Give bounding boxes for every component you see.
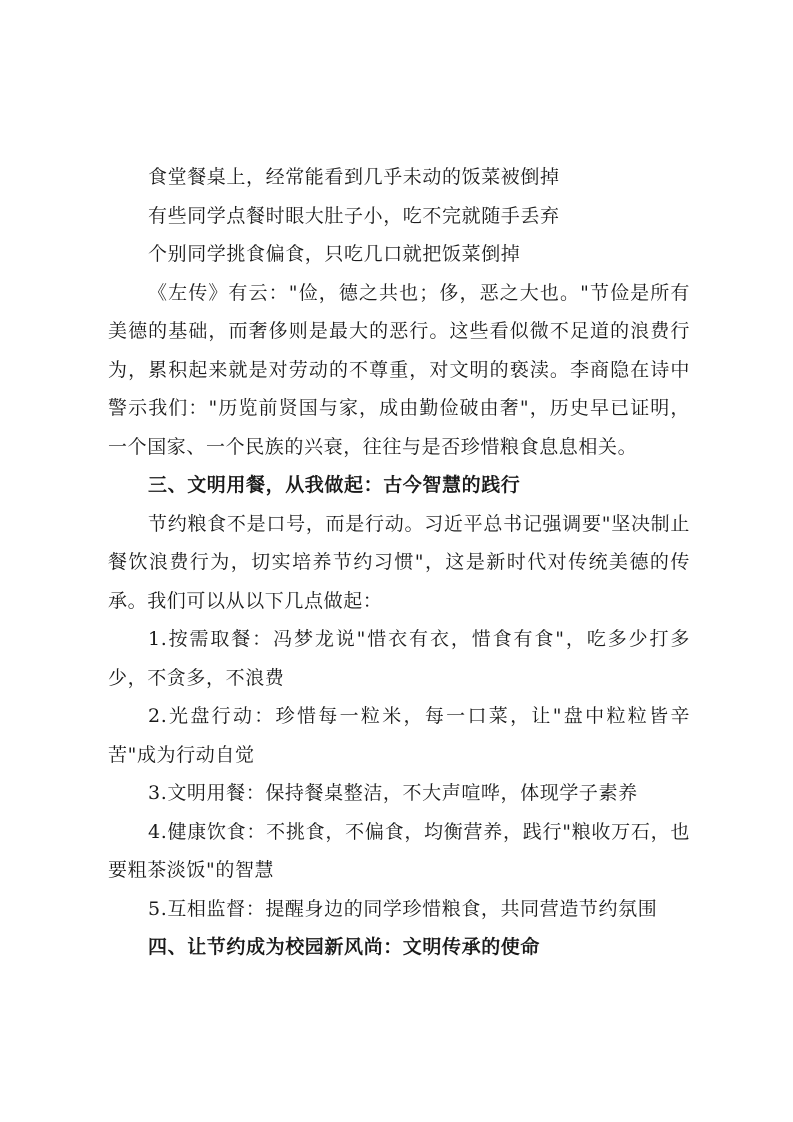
document-body	[108, 158, 690, 967]
paragraph-zuozhuan: 《左传》有云："俭，德之共也；侈，恶之大也。"节俭是所有美德的基础，而奢侈则是最大的恶行。这些看似微不足道的浪费行为，累积起来就是对劳动的不尊重，对文明的亵渎。李商隐在诗中警示我们："历览前贤国与家，成由勤俭破由奢"，历史早已证明，一个国家、一个民族的兴衰，往往与是否珍惜粮食息息相关。	[108, 281, 690, 458]
list-item-5: 5.互相监督：提醒身边的同学珍惜粮食，共同营造节约氛围	[148, 897, 658, 920]
intro-line-2: 有些同学点餐时眼大肚子小，吃不完就随手丢弃	[148, 204, 560, 227]
list-item-2: 2.光盘行动：珍惜每一粒米，每一口菜，让"盘中粒粒皆辛苦"成为行动自觉	[108, 705, 690, 766]
section-heading-3: 三、文明用餐，从我做起：古今智慧的践行	[148, 474, 521, 496]
list-item-4: 4.健康饮食：不挑食，不偏食，均衡营养，践行"粮收万石，也要粗茶淡饭"的智慧	[108, 820, 690, 881]
intro-line-1: 食堂餐桌上，经常能看到几乎未动的饭菜被倒掉	[148, 166, 560, 188]
intro-line-3: 个别同学挑食偏食，只吃几口就把饭菜倒掉	[148, 243, 521, 265]
list-item-1: 1.按需取餐：冯梦龙说"惜衣有衣，惜食有食"，吃多少打多少，不贪多，不浪费	[108, 628, 690, 689]
section-heading-4: 四、让节约成为校园新风尚：文明传承的使命	[148, 936, 541, 958]
paragraph-action: 节约粮食不是口号，而是行动。习近平总书记强调要"坚决制止餐饮浪费行为，切实培养节约习惯"，这是新时代对传统美德的传承。我们可以从以下几点做起：	[108, 512, 690, 612]
list-item-3: 3.文明用餐：保持餐桌整洁，不大声喧哗，体现学子素养	[148, 782, 638, 804]
